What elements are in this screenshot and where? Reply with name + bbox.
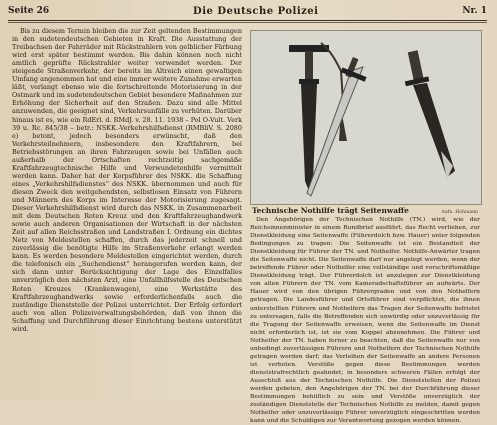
figure-caption-row: [252, 206, 478, 215]
daggers-illustration: [251, 31, 481, 204]
left-article-text: Bis zu diesem Termin bleiben die zur Zeit geltenden Bestimmungen in den sudetendeutschen Gebieten in Kraft. Die Ausstattung der Treibachsen der Fahrräder mit Rückstrahlern von gelblicher Färbung wird erst später bestimmt werden. Bis dahin können noch nicht amtlich geprüfte Rückstrahler weiter verwendet werden. Der steigende Straßenverkehr, der bereits im Altreich einen gewaltigen Umfang angenommen hat und eine immer weitere Zunahme erwarten läßt, verlangt ebenso wie die fortschreitende Motorisierung in der Ostmark und im sudetendeutschen Gebiet besondere Maßnahmen zur Erhöhung der Sicherheit auf den Straßen. Dazu sind alle Mittel anzuwenden, die geeignet sind, Verkehrsunfälle zu verhüten. Darüber hinaus ist es, wie ein RdErl. d. RMdJ. v. 28. 11. 1938 – Pol O-Vult. Verk 39 u. Rc. 845/38 – betr.: NSKK.-Verkehrshilfsdienst (RMBliV. S. 2080 e) betont, jedoch besonders erwünscht, daß den Verkehrsteilnehmern, insbesondere den Kraftfahrern, bei Betriebsstörungen an ihren Fahrzeugen sowie bei Unfällen auch außerhalb der Ortschaften rechtzeitig sachgemäße Kraftfahrzeugtechnische Hilfe und Verwundetenhilfe vermittelt werden kann. Daher hat der Korpsführer des NSKK. die Schaffung eines „Verkehrshilfsdienstes“ des NSKK. übernommen und auch für diesen Zweck den weitgehendsten, selbstlosen Einsatz von Führern und Männern des Korps im Interesse der Motorisierung zugesagt. Dieser Verkehrshilfsdienst wird durch das NSKK. in Zusammenarbeit mit dem Deutschen Roten Kreuz und den Kraftfahrzeughandwerk sowie auch anderen Organisationen der Wirtschaft in der nächsten Zeit auf allen Reichsstraßen und Landstraßen I. Ordnung ein dichtes Netz von Meldestellen schaffen, durch das jederzeit schnell und zuverlässig die benötigte Hilfe im Straßenverkehr erlangt werden kann. Es werden besondere Meldestellen eingerichtet werden, durch die telefonisch ein „Suchendienst“ herangerufen werden kann, der sich dann unter Berücksichtigung der Lage des Einzelfalles unverzüglich den nächsten Arzt, eine Unfallhilfsstelle des Deutschen Roten Kreuzes (Krankenwagen), eine Werkstätte des Kraftfahrzeughandwerks sowie erforderlichenfalls auch die zuständige Dienststelle der Polizei unterrichtet. Der Erfolg erfordert auch von allen Polizeiverwaltungsbehörden, daß von ihnen die Schaffung und Durchführung dieser Einrichtung bestens unterstützt wird.: [12, 27, 242, 333]
page-number: Seite 26: [8, 6, 50, 16]
left-article-column: [12, 27, 242, 395]
header-rule-secondary: [8, 22, 487, 23]
journal-title: Die Deutsche Polizei: [193, 5, 319, 17]
issue-number: Nr. 1: [462, 6, 487, 16]
header-rule: [8, 20, 487, 21]
figure-caption: Technische Nothilfe trägt Seitenwaffe: [252, 206, 409, 215]
right-article-column: [250, 216, 480, 425]
photo-daggers: [250, 30, 482, 205]
page-header: [8, 4, 487, 18]
right-article-text: Den Angehörigen der Technischen Nothilfe (TN.) wird, wie der Reichsinnenminister in einem Rundbrief ausführt, das Recht verliehen, zur Dienstkleidung eine Seitenwaffe (Führerdolch bzw. Hauer) unter folgenden Bedingungen zu tragen: Die Seitenwaffe ist ein Bestandteil der Dienstkleidung für Führer der TN. und Nothelfer. Nothilfe-Anwärter tragen die Seitenwaffe nicht. Die Seitenwaffe darf nur angelegt werden, wenn der betreffende Führer oder Nothelfer eine vollständige und vorschriftsmäßige Dienstkleidung trägt. Der Führerdolch ist anzulegen zur Dienstkleidung von allen Führern der TN. vom Kameradschaftsführer an aufwärts. Der Hauer wird von den übrigen Führergraden und von den Nothelfern getragen. Die Landesführer und Ortsführer sind verpflichtet, die ihnen unterstellten Führern und Nothelfern das Tragen der Seitenwaffe befristet zu untersagen, falls die Betreffenden sich unwürdig oder unzuverlässig für die Tragung der Seitenwaffe erweisen, wenn die Seitenwaffe im Dienst nicht erforderlich ist, ist sie vom Koppel abzunehmen. Die Führer und Nothelfer der TN. haben ferner zu beachten, daß die Seitenwaffe nur von unbedingt zuverlässigen Führern und Nothelfern der Technischen Nothilfe getragen werden darf; das Verleihen der Seitenwaffe an andere Personen ist verboten. Verstöße gegen diese Bestimmungen werden dienststrafrechtlich geahndet; in besonders schweren Fällen erfolgt der Ausschluß aus der Technischen Nothilfe. Die Dienststellen der Polizei werden gebeten, den Angehörigen der TN. bei der Durchführung dieser Bestimmungen behilflich zu sein und Verstöße unverzüglich der zuständigen Dienststelle der Technischen Nothilfe zu melden, damit gegen Nothelfer oder unzuverlässige Führer unverzüglich eingeschritten werden kann und die Schuldigen zur Verantwortung gezogen werden können.: [250, 216, 480, 425]
photo-credit: Aufn. Hohmann: [441, 210, 478, 215]
